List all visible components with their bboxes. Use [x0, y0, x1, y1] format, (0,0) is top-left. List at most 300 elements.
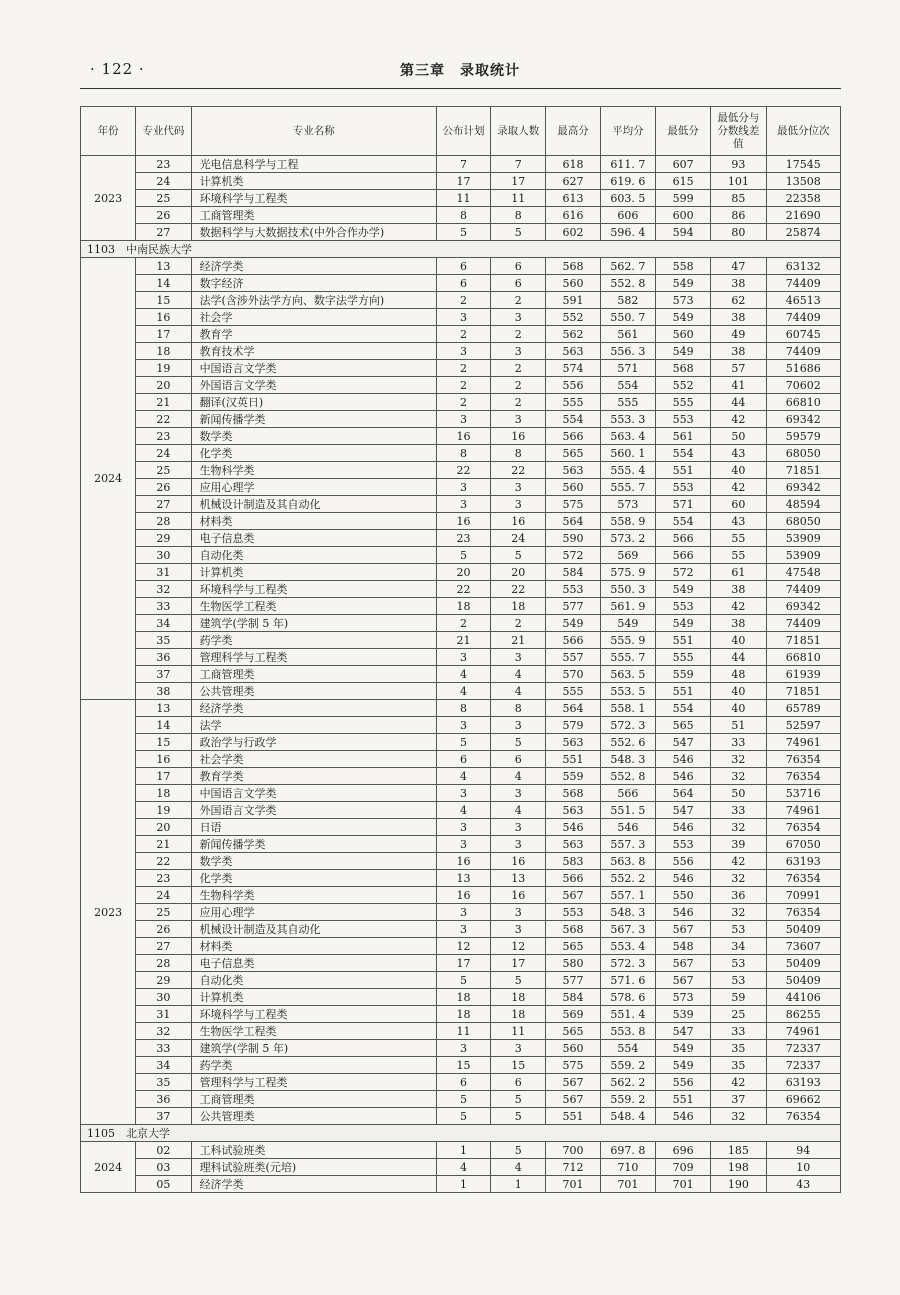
min-score-cell: 559 — [655, 666, 710, 683]
min-score-cell: 567 — [655, 921, 710, 938]
major-code-cell: 21 — [136, 836, 191, 853]
major-code-cell: 35 — [136, 632, 191, 649]
planned-cell: 3 — [436, 904, 490, 921]
max-score-cell: 551 — [546, 751, 600, 768]
min-diff-cell: 57 — [711, 360, 766, 377]
major-name-cell: 数据科学与大数据技术(中外合作办学) — [191, 224, 436, 241]
min-diff-cell: 55 — [711, 547, 766, 564]
min-diff-cell: 61 — [711, 564, 766, 581]
university-row — [81, 241, 841, 258]
max-score-cell: 563 — [546, 343, 600, 360]
major-code-cell: 27 — [136, 496, 191, 513]
major-name-cell: 环境科学与工程类 — [191, 190, 436, 207]
major-code-cell: 16 — [136, 309, 191, 326]
admitted-cell: 5 — [491, 1091, 546, 1108]
min-diff-cell: 59 — [711, 989, 766, 1006]
major-name-cell: 材料类 — [191, 513, 436, 530]
min-score-cell: 573 — [655, 292, 710, 309]
major-code-cell: 32 — [136, 581, 191, 598]
planned-cell: 20 — [436, 564, 490, 581]
major-name-cell: 环境科学与工程类 — [191, 581, 436, 598]
major-code-cell: 28 — [136, 513, 191, 530]
max-score-cell: 553 — [546, 581, 600, 598]
admitted-cell: 2 — [491, 360, 546, 377]
table-row — [81, 224, 841, 241]
min-score-cell: 607 — [655, 156, 710, 173]
avg-score-cell: 559. 2 — [600, 1091, 655, 1108]
max-score-cell: 563 — [546, 734, 600, 751]
min-score-cell: 549 — [655, 1057, 710, 1074]
admitted-cell: 5 — [491, 972, 546, 989]
min-score-cell: 546 — [655, 819, 710, 836]
max-score-cell: 627 — [546, 173, 600, 190]
min-rank-cell: 74961 — [766, 734, 840, 751]
avg-score-cell: 557. 3 — [600, 836, 655, 853]
header-row — [81, 107, 841, 156]
min-score-cell: 568 — [655, 360, 710, 377]
min-diff-cell: 62 — [711, 292, 766, 309]
header-max-score: 最高分 — [546, 107, 600, 156]
table-row — [81, 1176, 841, 1193]
planned-cell: 2 — [436, 377, 490, 394]
min-rank-cell: 73607 — [766, 938, 840, 955]
admitted-cell: 8 — [491, 445, 546, 462]
admitted-cell: 3 — [491, 1040, 546, 1057]
table-header — [81, 107, 841, 156]
min-rank-cell: 59579 — [766, 428, 840, 445]
year-cell: 2024 — [81, 258, 136, 700]
table-row — [81, 734, 841, 751]
min-diff-cell: 38 — [711, 343, 766, 360]
planned-cell: 6 — [436, 1074, 490, 1091]
table-row — [81, 547, 841, 564]
admitted-cell: 8 — [491, 700, 546, 717]
min-score-cell: 564 — [655, 785, 710, 802]
avg-score-cell: 573. 2 — [600, 530, 655, 547]
min-rank-cell: 46513 — [766, 292, 840, 309]
min-score-cell: 553 — [655, 836, 710, 853]
avg-score-cell: 563. 5 — [600, 666, 655, 683]
major-code-cell: 36 — [136, 1091, 191, 1108]
table-row — [81, 1142, 841, 1159]
table-row — [81, 207, 841, 224]
avg-score-cell: 558. 9 — [600, 513, 655, 530]
major-name-cell: 自动化类 — [191, 547, 436, 564]
major-code-cell: 37 — [136, 666, 191, 683]
planned-cell: 3 — [436, 496, 490, 513]
header-rule — [80, 88, 841, 89]
avg-score-cell: 578. 6 — [600, 989, 655, 1006]
min-diff-cell: 34 — [711, 938, 766, 955]
min-rank-cell: 50409 — [766, 955, 840, 972]
min-diff-cell: 101 — [711, 173, 766, 190]
table-row — [81, 292, 841, 309]
min-rank-cell: 69342 — [766, 598, 840, 615]
major-code-cell: 02 — [136, 1142, 191, 1159]
major-name-cell: 光电信息科学与工程 — [191, 156, 436, 173]
min-diff-cell: 86 — [711, 207, 766, 224]
planned-cell: 7 — [436, 156, 490, 173]
min-diff-cell: 38 — [711, 275, 766, 292]
major-code-cell: 34 — [136, 1057, 191, 1074]
avg-score-cell: 557. 1 — [600, 887, 655, 904]
major-code-cell: 24 — [136, 887, 191, 904]
min-score-cell: 696 — [655, 1142, 710, 1159]
major-name-cell: 外国语言文学类 — [191, 802, 436, 819]
table-row — [81, 1091, 841, 1108]
min-score-cell: 550 — [655, 887, 710, 904]
admitted-cell: 18 — [491, 989, 546, 1006]
min-diff-cell: 38 — [711, 581, 766, 598]
planned-cell: 17 — [436, 955, 490, 972]
avg-score-cell: 562. 2 — [600, 1074, 655, 1091]
avg-score-cell: 548. 3 — [600, 904, 655, 921]
min-rank-cell: 53909 — [766, 530, 840, 547]
min-rank-cell: 53909 — [766, 547, 840, 564]
header-admitted: 录取人数 — [491, 107, 546, 156]
planned-cell: 6 — [436, 751, 490, 768]
major-code-cell: 14 — [136, 717, 191, 734]
admitted-cell: 16 — [491, 853, 546, 870]
table-row — [81, 955, 841, 972]
admitted-cell: 5 — [491, 224, 546, 241]
max-score-cell: 566 — [546, 870, 600, 887]
major-code-cell: 29 — [136, 530, 191, 547]
min-diff-cell: 80 — [711, 224, 766, 241]
major-code-cell: 28 — [136, 955, 191, 972]
admitted-cell: 17 — [491, 173, 546, 190]
min-score-cell: 553 — [655, 411, 710, 428]
major-name-cell: 药学类 — [191, 1057, 436, 1074]
planned-cell: 21 — [436, 632, 490, 649]
planned-cell: 2 — [436, 360, 490, 377]
min-diff-cell: 198 — [711, 1159, 766, 1176]
max-score-cell: 567 — [546, 887, 600, 904]
min-score-cell: 539 — [655, 1006, 710, 1023]
major-code-cell: 13 — [136, 700, 191, 717]
table-row — [81, 377, 841, 394]
avg-score-cell: 561 — [600, 326, 655, 343]
planned-cell: 4 — [436, 768, 490, 785]
planned-cell: 5 — [436, 734, 490, 751]
min-rank-cell: 50409 — [766, 972, 840, 989]
planned-cell: 11 — [436, 190, 490, 207]
max-score-cell: 613 — [546, 190, 600, 207]
min-rank-cell: 47548 — [766, 564, 840, 581]
major-name-cell: 应用心理学 — [191, 479, 436, 496]
major-code-cell: 24 — [136, 173, 191, 190]
admitted-cell: 8 — [491, 207, 546, 224]
min-diff-cell: 55 — [711, 530, 766, 547]
min-rank-cell: 69342 — [766, 479, 840, 496]
min-diff-cell: 47 — [711, 258, 766, 275]
min-diff-cell: 33 — [711, 1023, 766, 1040]
major-name-cell: 生物医学工程类 — [191, 1023, 436, 1040]
admitted-cell: 3 — [491, 819, 546, 836]
table-row — [81, 530, 841, 547]
major-name-cell: 工科试验班类 — [191, 1142, 436, 1159]
table-row — [81, 1023, 841, 1040]
min-rank-cell: 60745 — [766, 326, 840, 343]
min-rank-cell: 70602 — [766, 377, 840, 394]
table-row — [81, 173, 841, 190]
avg-score-cell: 572. 3 — [600, 955, 655, 972]
min-diff-cell: 42 — [711, 598, 766, 615]
min-diff-cell: 38 — [711, 309, 766, 326]
min-score-cell: 546 — [655, 904, 710, 921]
avg-score-cell: 560. 1 — [600, 445, 655, 462]
table-row — [81, 1006, 841, 1023]
avg-score-cell: 563. 8 — [600, 853, 655, 870]
table-row — [81, 275, 841, 292]
planned-cell: 8 — [436, 207, 490, 224]
major-name-cell: 自动化类 — [191, 972, 436, 989]
min-diff-cell: 49 — [711, 326, 766, 343]
admitted-cell: 3 — [491, 309, 546, 326]
min-score-cell: 571 — [655, 496, 710, 513]
major-name-cell: 化学类 — [191, 445, 436, 462]
admitted-cell: 18 — [491, 598, 546, 615]
avg-score-cell: 603. 5 — [600, 190, 655, 207]
avg-score-cell: 553. 4 — [600, 938, 655, 955]
major-name-cell: 经济学类 — [191, 700, 436, 717]
min-score-cell: 558 — [655, 258, 710, 275]
admitted-cell: 3 — [491, 479, 546, 496]
min-diff-cell: 185 — [711, 1142, 766, 1159]
major-name-cell: 数学类 — [191, 428, 436, 445]
max-score-cell: 554 — [546, 411, 600, 428]
max-score-cell: 562 — [546, 326, 600, 343]
min-rank-cell: 76354 — [766, 768, 840, 785]
max-score-cell: 565 — [546, 938, 600, 955]
admitted-cell: 4 — [491, 666, 546, 683]
max-score-cell: 568 — [546, 258, 600, 275]
min-score-cell: 566 — [655, 530, 710, 547]
admitted-cell: 22 — [491, 581, 546, 598]
major-name-cell: 中国语言文学类 — [191, 360, 436, 377]
major-name-cell: 工商管理类 — [191, 207, 436, 224]
planned-cell: 2 — [436, 615, 490, 632]
max-score-cell: 557 — [546, 649, 600, 666]
max-score-cell: 563 — [546, 462, 600, 479]
admitted-cell: 18 — [491, 1006, 546, 1023]
max-score-cell: 583 — [546, 853, 600, 870]
major-name-cell: 电子信息类 — [191, 955, 436, 972]
admitted-cell: 16 — [491, 428, 546, 445]
major-code-cell: 37 — [136, 1108, 191, 1125]
min-diff-cell: 53 — [711, 972, 766, 989]
min-rank-cell: 63193 — [766, 853, 840, 870]
max-score-cell: 565 — [546, 445, 600, 462]
min-rank-cell: 74961 — [766, 1023, 840, 1040]
avg-score-cell: 563. 4 — [600, 428, 655, 445]
admitted-cell: 2 — [491, 292, 546, 309]
max-score-cell: 566 — [546, 632, 600, 649]
table-row — [81, 632, 841, 649]
table-row — [81, 904, 841, 921]
min-diff-cell: 32 — [711, 819, 766, 836]
major-name-cell: 社会学类 — [191, 751, 436, 768]
min-score-cell: 547 — [655, 802, 710, 819]
table-row — [81, 445, 841, 462]
planned-cell: 4 — [436, 666, 490, 683]
planned-cell: 2 — [436, 326, 490, 343]
planned-cell: 3 — [436, 343, 490, 360]
planned-cell: 3 — [436, 921, 490, 938]
max-score-cell: 572 — [546, 547, 600, 564]
max-score-cell: 574 — [546, 360, 600, 377]
min-score-cell: 551 — [655, 683, 710, 700]
major-code-cell: 13 — [136, 258, 191, 275]
min-diff-cell: 42 — [711, 853, 766, 870]
major-name-cell: 计算机类 — [191, 989, 436, 1006]
major-name-cell: 管理科学与工程类 — [191, 1074, 436, 1091]
min-rank-cell: 61939 — [766, 666, 840, 683]
major-code-cell: 27 — [136, 224, 191, 241]
avg-score-cell: 571. 6 — [600, 972, 655, 989]
major-name-cell: 工商管理类 — [191, 666, 436, 683]
min-rank-cell: 69342 — [766, 411, 840, 428]
avg-score-cell: 555. 9 — [600, 632, 655, 649]
major-code-cell: 23 — [136, 428, 191, 445]
major-name-cell: 经济学类 — [191, 258, 436, 275]
admitted-cell: 3 — [491, 343, 546, 360]
min-diff-cell: 48 — [711, 666, 766, 683]
min-rank-cell: 17545 — [766, 156, 840, 173]
min-diff-cell: 43 — [711, 445, 766, 462]
min-score-cell: 549 — [655, 309, 710, 326]
avg-score-cell: 619. 6 — [600, 173, 655, 190]
table-row — [81, 462, 841, 479]
table-body — [81, 156, 841, 1193]
min-score-cell: 556 — [655, 1074, 710, 1091]
major-code-cell: 25 — [136, 462, 191, 479]
table-row — [81, 887, 841, 904]
table-row — [81, 428, 841, 445]
planned-cell: 8 — [436, 700, 490, 717]
avg-score-cell: 556. 3 — [600, 343, 655, 360]
planned-cell: 18 — [436, 598, 490, 615]
table-row — [81, 258, 841, 275]
planned-cell: 3 — [436, 411, 490, 428]
max-score-cell: 564 — [546, 513, 600, 530]
planned-cell: 4 — [436, 1159, 490, 1176]
max-score-cell: 712 — [546, 1159, 600, 1176]
avg-score-cell: 551. 5 — [600, 802, 655, 819]
major-name-cell: 数字经济 — [191, 275, 436, 292]
avg-score-cell: 611. 7 — [600, 156, 655, 173]
planned-cell: 16 — [436, 513, 490, 530]
min-rank-cell: 74409 — [766, 343, 840, 360]
table-row — [81, 394, 841, 411]
planned-cell: 12 — [436, 938, 490, 955]
header-year: 年份 — [81, 107, 136, 156]
major-code-cell: 21 — [136, 394, 191, 411]
admitted-cell: 3 — [491, 921, 546, 938]
avg-score-cell: 567. 3 — [600, 921, 655, 938]
table-row — [81, 326, 841, 343]
min-rank-cell: 63193 — [766, 1074, 840, 1091]
major-code-cell: 35 — [136, 1074, 191, 1091]
table-row — [81, 853, 841, 870]
min-rank-cell: 21690 — [766, 207, 840, 224]
max-score-cell: 618 — [546, 156, 600, 173]
min-rank-cell: 44106 — [766, 989, 840, 1006]
min-rank-cell: 76354 — [766, 904, 840, 921]
min-rank-cell: 43 — [766, 1176, 840, 1193]
min-score-cell: 549 — [655, 275, 710, 292]
admitted-cell: 11 — [491, 190, 546, 207]
major-code-cell: 03 — [136, 1159, 191, 1176]
min-diff-cell: 35 — [711, 1057, 766, 1074]
header-avg-score: 平均分 — [600, 107, 655, 156]
min-diff-cell: 33 — [711, 734, 766, 751]
admitted-cell: 16 — [491, 513, 546, 530]
planned-cell: 16 — [436, 887, 490, 904]
table-row — [81, 360, 841, 377]
planned-cell: 22 — [436, 462, 490, 479]
min-rank-cell: 76354 — [766, 1108, 840, 1125]
admitted-cell: 2 — [491, 615, 546, 632]
max-score-cell: 553 — [546, 904, 600, 921]
planned-cell: 18 — [436, 1006, 490, 1023]
major-code-cell: 19 — [136, 360, 191, 377]
major-code-cell: 20 — [136, 377, 191, 394]
planned-cell: 3 — [436, 785, 490, 802]
avg-score-cell: 553. 5 — [600, 683, 655, 700]
planned-cell: 4 — [436, 683, 490, 700]
min-rank-cell: 69662 — [766, 1091, 840, 1108]
avg-score-cell: 548. 4 — [600, 1108, 655, 1125]
table-row — [81, 598, 841, 615]
planned-cell: 15 — [436, 1057, 490, 1074]
avg-score-cell: 549 — [600, 615, 655, 632]
year-cell: 2023 — [81, 700, 136, 1125]
major-code-cell: 14 — [136, 275, 191, 292]
avg-score-cell: 550. 3 — [600, 581, 655, 598]
major-code-cell: 16 — [136, 751, 191, 768]
min-score-cell: 615 — [655, 173, 710, 190]
page-number: · 122 · — [90, 60, 145, 78]
admitted-cell: 3 — [491, 496, 546, 513]
major-code-cell: 29 — [136, 972, 191, 989]
major-name-cell: 法学(含涉外法学方向、数字法学方向) — [191, 292, 436, 309]
planned-cell: 5 — [436, 972, 490, 989]
table-row — [81, 479, 841, 496]
admitted-cell: 24 — [491, 530, 546, 547]
admitted-cell: 21 — [491, 632, 546, 649]
avg-score-cell: 553. 3 — [600, 411, 655, 428]
min-score-cell: 549 — [655, 343, 710, 360]
header-min-diff: 最低分与分数线差值 — [711, 107, 766, 156]
min-rank-cell: 74409 — [766, 275, 840, 292]
min-rank-cell: 10 — [766, 1159, 840, 1176]
admitted-cell: 5 — [491, 734, 546, 751]
min-rank-cell: 70991 — [766, 887, 840, 904]
avg-score-cell: 572. 3 — [600, 717, 655, 734]
min-rank-cell: 71851 — [766, 462, 840, 479]
table-row — [81, 649, 841, 666]
min-score-cell: 549 — [655, 615, 710, 632]
major-code-cell: 34 — [136, 615, 191, 632]
planned-cell: 5 — [436, 1108, 490, 1125]
table-row — [81, 836, 841, 853]
min-diff-cell: 42 — [711, 479, 766, 496]
planned-cell: 17 — [436, 173, 490, 190]
major-name-cell: 新闻传播学类 — [191, 411, 436, 428]
min-diff-cell: 36 — [711, 887, 766, 904]
admitted-cell: 5 — [491, 1142, 546, 1159]
